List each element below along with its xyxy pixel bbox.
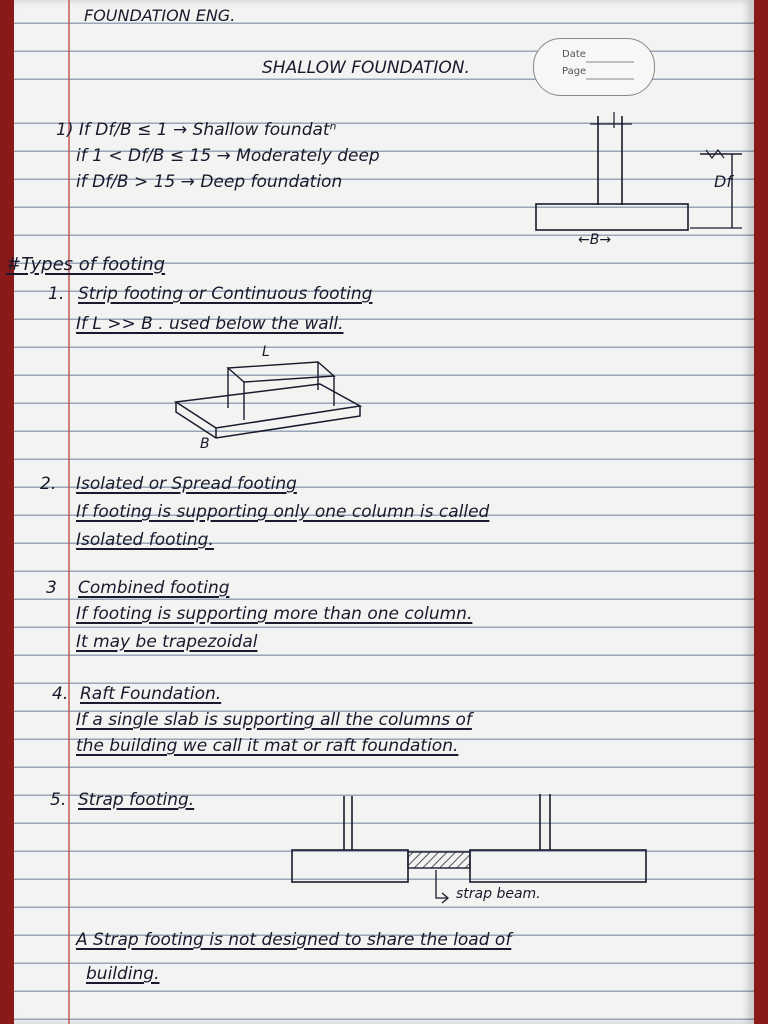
page-label: Page xyxy=(562,66,587,77)
date-page-box xyxy=(533,38,655,96)
types-heading: #Types of footing xyxy=(6,254,166,275)
classification-line-2: if 1 < Df/B ≤ 15 → Moderately deep xyxy=(76,146,380,166)
type-2-number: 2. xyxy=(40,474,57,494)
type-2-line-2: Isolated footing. xyxy=(76,530,214,550)
classification-line-3: if Df/B > 15 → Deep foundation xyxy=(76,172,343,192)
type-1-line-1: If L >> B . used below the wall. xyxy=(76,314,344,334)
date-page-lines xyxy=(534,39,654,95)
type-2-title: Isolated or Spread footing xyxy=(76,474,297,494)
type-5-number: 5. xyxy=(50,790,67,810)
strip-width-label: B xyxy=(200,436,210,452)
type-5-title: Strap footing. xyxy=(78,790,195,810)
classification-line-1: 1) If Df/B ≤ 1 → Shallow foundatⁿ xyxy=(56,120,337,140)
subject-title: FOUNDATION ENG. xyxy=(84,6,236,25)
type-4-title: Raft Foundation. xyxy=(80,684,222,704)
type-1-title: Strip footing or Continuous footing xyxy=(78,284,373,304)
type-4-line-2: the building we call it mat or raft foundation. xyxy=(76,736,459,756)
type-3-line-2: It may be trapezoidal xyxy=(76,632,258,652)
strap-beam-label: strap beam. xyxy=(456,886,541,902)
type-4-number: 4. xyxy=(52,684,69,704)
strip-length-label: L xyxy=(262,344,270,360)
type-5-line-1: A Strap footing is not designed to share the load of xyxy=(76,930,512,950)
strip-footing-sketch xyxy=(170,340,370,450)
page-title: SHALLOW FOUNDATION. xyxy=(262,58,470,78)
type-1-number: 1. xyxy=(48,284,65,304)
type-4-line-1: If a single slab is supporting all the columns of xyxy=(76,710,472,730)
depth-label: Df xyxy=(714,172,732,191)
type-5-line-2: building. xyxy=(86,964,160,984)
type-3-number: 3 xyxy=(46,578,57,598)
type-3-title: Combined footing xyxy=(78,578,230,598)
type-2-line-1: If footing is supporting only one column is called xyxy=(76,502,490,522)
date-label: Date xyxy=(562,49,586,60)
width-label: ←B→ xyxy=(578,232,612,248)
margin-line xyxy=(68,0,70,1024)
type-3-line-1: If footing is supporting more than one column. xyxy=(76,604,473,624)
